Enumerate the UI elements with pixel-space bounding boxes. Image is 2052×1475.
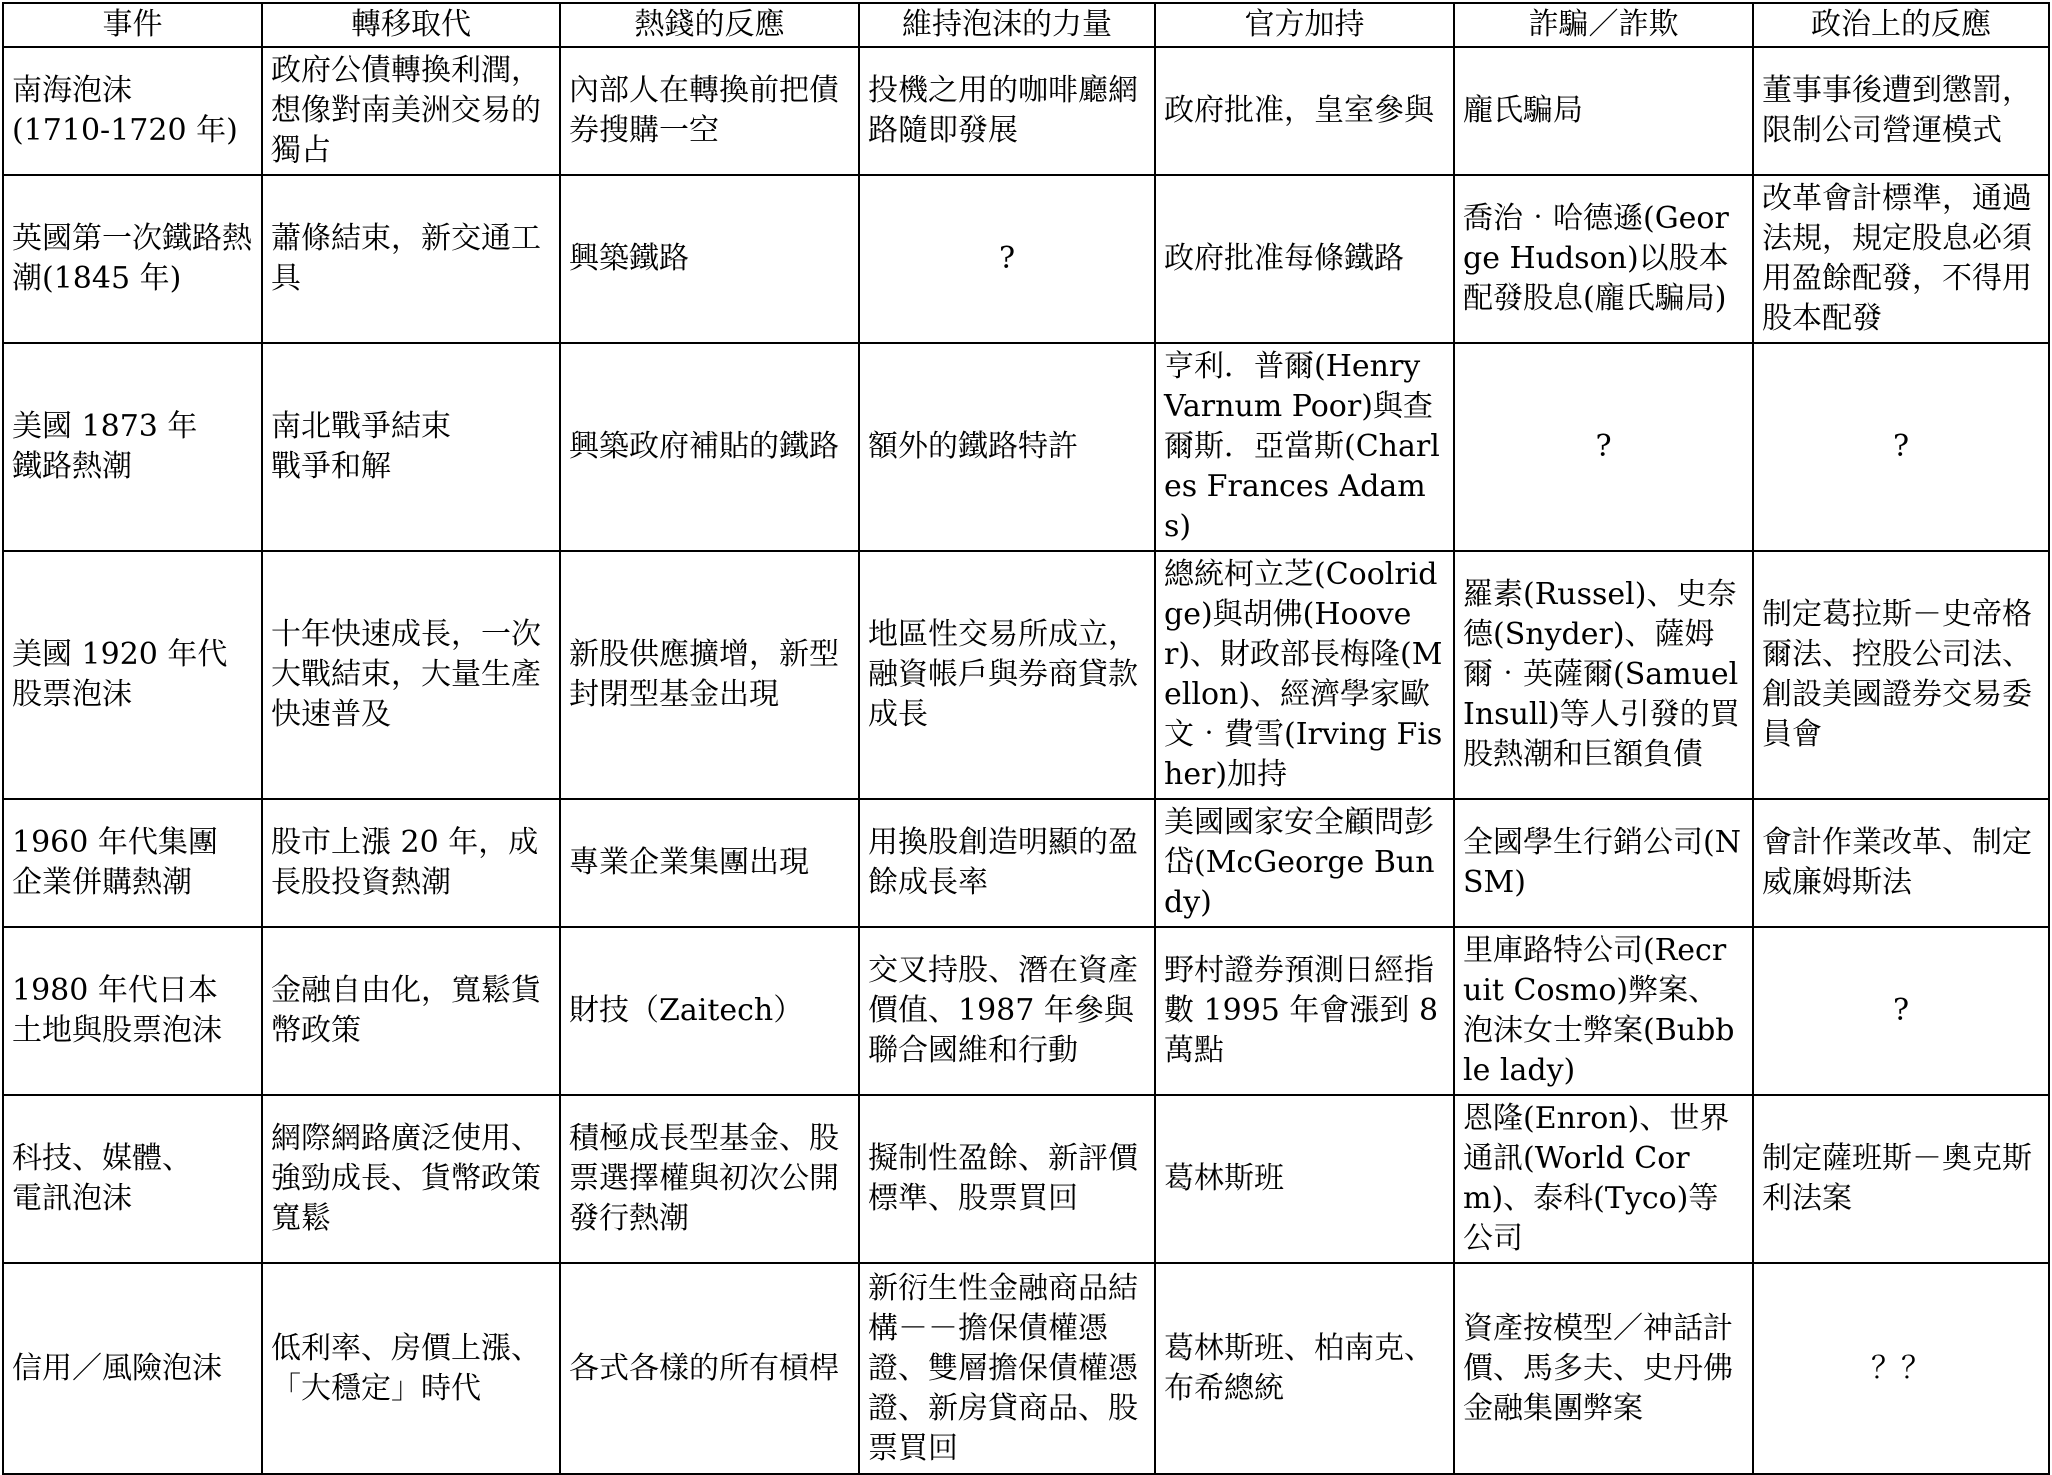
table-cell-event: 美國 1873 年 鐵路熱潮 — [3, 343, 262, 551]
table-row — [3, 175, 2049, 343]
header-event: 事件 — [3, 3, 262, 47]
table-cell: 投機之用的咖啡廳網路隨即發展 — [859, 47, 1155, 175]
table-cell-event: 科技、媒體、 電訊泡沫 — [3, 1095, 262, 1263]
table-cell: 改革會計標準，通過法規，規定股息必須用盈餘配發，不得用股本配發 — [1753, 175, 2049, 343]
table-cell: 額外的鐵路特許 — [859, 343, 1155, 551]
table-cell: 葛林斯班 — [1155, 1095, 1454, 1263]
table-cell: 政府批准，皇室參與 — [1155, 47, 1454, 175]
header-fraud: 詐騙／詐欺 — [1454, 3, 1753, 47]
table-cell: 擬制性盈餘、新評價標準、股票買回 — [859, 1095, 1155, 1263]
header-row — [3, 3, 2049, 47]
table-cell-unknown: ? — [859, 175, 1155, 343]
table-cell-unknown: ? — [1454, 343, 1753, 551]
table-cell: 蕭條結束，新交通工具 — [262, 175, 560, 343]
table-cell-event: 英國第一次鐵路熱潮(1845 年) — [3, 175, 262, 343]
table-cell-unknown: ？？ — [1753, 1263, 2049, 1474]
table-cell: 低利率、房價上漲、「大穩定」時代 — [262, 1263, 560, 1474]
table-cell-unknown: ? — [1753, 927, 2049, 1095]
table-cell: 積極成長型基金、股票選擇權與初次公開發行熱潮 — [560, 1095, 859, 1263]
header-displacement: 轉移取代 — [262, 3, 560, 47]
table-row — [3, 927, 2049, 1095]
table-row — [3, 343, 2049, 551]
table-cell: 各式各樣的所有槓桿 — [560, 1263, 859, 1474]
table-cell: 興築鐵路 — [560, 175, 859, 343]
table-cell: 金融自由化，寬鬆貨幣政策 — [262, 927, 560, 1095]
table-cell: 新衍生性金融商品結構－－擔保債權憑證、雙層擔保債權憑證、新房貸商品、股票買回 — [859, 1263, 1155, 1474]
table-cell: 地區性交易所成立，融資帳戶與券商貸款成長 — [859, 551, 1155, 799]
table-cell: 新股供應擴增，新型封閉型基金出現 — [560, 551, 859, 799]
table-row — [3, 799, 2049, 927]
table-cell: 制定葛拉斯－史帝格爾法、控股公司法、創設美國證券交易委員會 — [1753, 551, 2049, 799]
table-cell: 總統柯立芝(Coolridge)與胡佛(Hoover)、財政部長梅隆(Mellon)、經濟學家歐文‧費雪(Irving Fisher)加持 — [1155, 551, 1454, 799]
table-cell: 會計作業改革、制定威廉姆斯法 — [1753, 799, 2049, 927]
table-cell-event: 美國 1920 年代 股票泡沫 — [3, 551, 262, 799]
table-cell: 內部人在轉換前把債券搜購一空 — [560, 47, 859, 175]
table-cell: 野村證券預測日經指數 1995 年會漲到 8 萬點 — [1155, 927, 1454, 1095]
header-hot-money-response: 熱錢的反應 — [560, 3, 859, 47]
table-cell: 政府公債轉換利潤，想像對南美洲交易的獨占 — [262, 47, 560, 175]
header-political-response: 政治上的反應 — [1753, 3, 2049, 47]
table-cell-event: 1980 年代日本 土地與股票泡沫 — [3, 927, 262, 1095]
table-cell: 全國學生行銷公司(NSM) — [1454, 799, 1753, 927]
table-cell: 交叉持股、潛在資產價值、1987 年參與聯合國維和行動 — [859, 927, 1155, 1095]
table-cell: 南北戰爭結束 戰爭和解 — [262, 343, 560, 551]
table-cell: 葛林斯班、柏南克、布希總統 — [1155, 1263, 1454, 1474]
table-cell: 專業企業集團出現 — [560, 799, 859, 927]
table-cell-event: 1960 年代集團 企業併購熱潮 — [3, 799, 262, 927]
table-row — [3, 1095, 2049, 1263]
table-cell-unknown: ? — [1753, 343, 2049, 551]
table-cell: 資產按模型／神話計價、馬多夫、史丹佛金融集團弊案 — [1454, 1263, 1753, 1474]
table-cell: 用換股創造明顯的盈餘成長率 — [859, 799, 1155, 927]
table-cell-event: 南海泡沫 (1710-1720 年) — [3, 47, 262, 175]
table-cell: 股市上漲 20 年，成長股投資熱潮 — [262, 799, 560, 927]
table-cell: 網際網路廣泛使用、強勁成長、貨幣政策寬鬆 — [262, 1095, 560, 1263]
header-official-endorsement: 官方加持 — [1155, 3, 1454, 47]
table-cell: 喬治‧哈德遜(George Hudson)以股本配發股息(龐氏騙局) — [1454, 175, 1753, 343]
table-cell: 羅素(Russel)、史奈德(Snyder)、薩姆爾‧英薩爾(Samuel Insull)等人引發的買股熱潮和巨額負債 — [1454, 551, 1753, 799]
table-cell: 美國國家安全顧問彭岱(McGeorge Bundy) — [1155, 799, 1454, 927]
table-cell: 亨利．普爾(Henry Varnum Poor)與查爾斯．亞當斯(Charles Frances Adams) — [1155, 343, 1454, 551]
header-sustaining-forces: 維持泡沫的力量 — [859, 3, 1155, 47]
table-cell: 董事事後遭到懲罰，限制公司營運模式 — [1753, 47, 2049, 175]
table-cell: 制定薩班斯－奧克斯利法案 — [1753, 1095, 2049, 1263]
table-cell: 里庫路特公司(Recruit Cosmo)弊案、泡沫女士弊案(Bubble lady) — [1454, 927, 1753, 1095]
table-row — [3, 551, 2049, 799]
table-cell: 龐氏騙局 — [1454, 47, 1753, 175]
table-cell: 十年快速成長，一次大戰結束，大量生產快速普及 — [262, 551, 560, 799]
table-cell-event: 信用／風險泡沫 — [3, 1263, 262, 1474]
table-cell: 恩隆(Enron)、世界通訊(World Corm)、泰科(Tyco)等公司 — [1454, 1095, 1753, 1263]
table-cell: 政府批准每條鐵路 — [1155, 175, 1454, 343]
table-row — [3, 47, 2049, 175]
table-cell: 興築政府補貼的鐵路 — [560, 343, 859, 551]
table-row — [3, 1263, 2049, 1474]
table-cell: 財技（Zaitech） — [560, 927, 859, 1095]
bubble-comparison-table — [2, 2, 2050, 1475]
